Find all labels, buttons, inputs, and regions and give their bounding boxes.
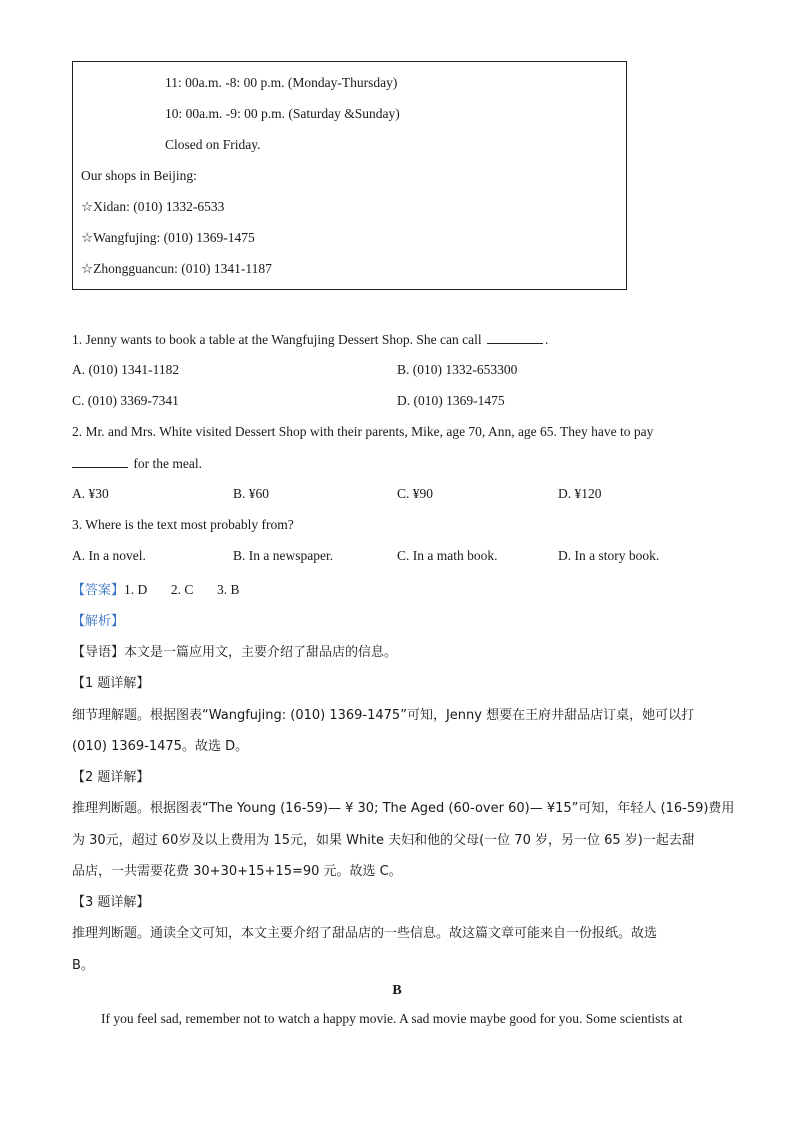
answer-blank (487, 331, 543, 344)
q2-option-a: A. ¥30 (72, 486, 109, 501)
guide-text: 本文是一篇应用文，主要介绍了甜品店的信息。 (124, 645, 398, 660)
q3-option-c: C. In a math book. (397, 548, 498, 563)
question-2-stem: 2. Mr. and Mrs. White visited Dessert Shop with their parents, Mike, age 70, Ann, age 65. They have to pay (72, 424, 654, 439)
question-3-stem: 3. Where is the text most probably from? (72, 517, 294, 532)
answer-line (72, 579, 240, 598)
question-1 (72, 331, 548, 348)
q2-option-c: C. ¥90 (397, 486, 434, 501)
q3-detail-label: 【3 题详解】 (72, 895, 150, 910)
shops-title: Our shops in Beijing: (81, 168, 197, 183)
q1-option-c: C. (010) 3369-7341 (72, 393, 179, 408)
question-1-stem: 1. Jenny wants to book a table at the Wangfujing Dessert Shop. She can call (72, 332, 482, 347)
q2-option-d: D. ¥120 (558, 486, 602, 501)
q3-option-b: B. In a newspaper. (233, 548, 334, 563)
answer-value: 1. D 2. C 3. B (124, 582, 240, 597)
section-b-heading: B (392, 983, 402, 998)
section-b-first-line: If you feel sad, remember not to watch a happy movie. A sad movie maybe good for you. Some scientists at (101, 1011, 683, 1026)
q2-detail-line3: 品店，一共需要花费 30+30+15+15=90 元。故选 C。 (72, 864, 402, 879)
q1-detail-line1: 细节理解题。根据图表“Wangfujing: (010) 1369-1475”可知，Jenny 想要在王府井甜品店订桌，她可以打 (72, 708, 695, 723)
analysis-label: 【解析】 (72, 614, 125, 629)
q1-detail-label: 【1 题详解】 (72, 676, 150, 691)
q2-detail-line2: 为 30元，超过 60岁及以上费用为 15元，如果 White 夫妇和他的父母(一位 70 岁，另一位 65 岁)一起去甜 (72, 833, 695, 848)
q3-option-a: A. In a novel. (72, 548, 146, 563)
answer-blank (72, 455, 128, 468)
q2-detail-label: 【2 题详解】 (72, 770, 150, 785)
q2-detail-line1: 推理判断题。根据图表“The Young (16-59)— ¥ 30; The Aged (60-over 60)— ¥15”可知，年轻人 (16-59)费用 (72, 801, 735, 816)
question-2-stem-line2 (72, 455, 202, 472)
q3-detail-line1: 推理判断题。通读全文可知，本文主要介绍了甜品店的一些信息。故这篇文章可能来自一份报纸。故选 (72, 926, 658, 941)
hours-closed: Closed on Friday. (165, 137, 261, 152)
question-1-stem-end: . (544, 332, 549, 347)
q3-detail-line2: B。 (72, 958, 94, 973)
guide-label: 【导语】 (72, 645, 125, 660)
answer-label: 【答案】 (72, 583, 125, 598)
q1-option-a: A. (010) 1341-1182 (72, 362, 180, 377)
shop-wangfujing: ☆Wangfujing: (010) 1369-1475 (81, 230, 255, 245)
q1-detail-line2: (010) 1369-1475。故选 D。 (72, 739, 249, 754)
hours-weekday: 11: 00a.m. -8: 00 p.m. (Monday-Thursday) (165, 75, 398, 90)
q1-option-d: D. (010) 1369-1475 (397, 393, 505, 408)
q2-option-b: B. ¥60 (233, 486, 270, 501)
hours-weekend: 10: 00a.m. -9: 00 p.m. (Saturday &Sunday) (165, 106, 400, 121)
q1-option-b: B. (010) 1332-653300 (397, 362, 518, 377)
shop-xidan: ☆Xidan: (010) 1332-6533 (81, 199, 225, 214)
guide-line (72, 641, 397, 660)
question-2-stem-end: for the meal. (133, 456, 202, 471)
q3-option-d: D. In a story book. (558, 548, 660, 563)
shop-zhongguancun: ☆Zhongguancun: (010) 1341-1187 (81, 261, 272, 276)
